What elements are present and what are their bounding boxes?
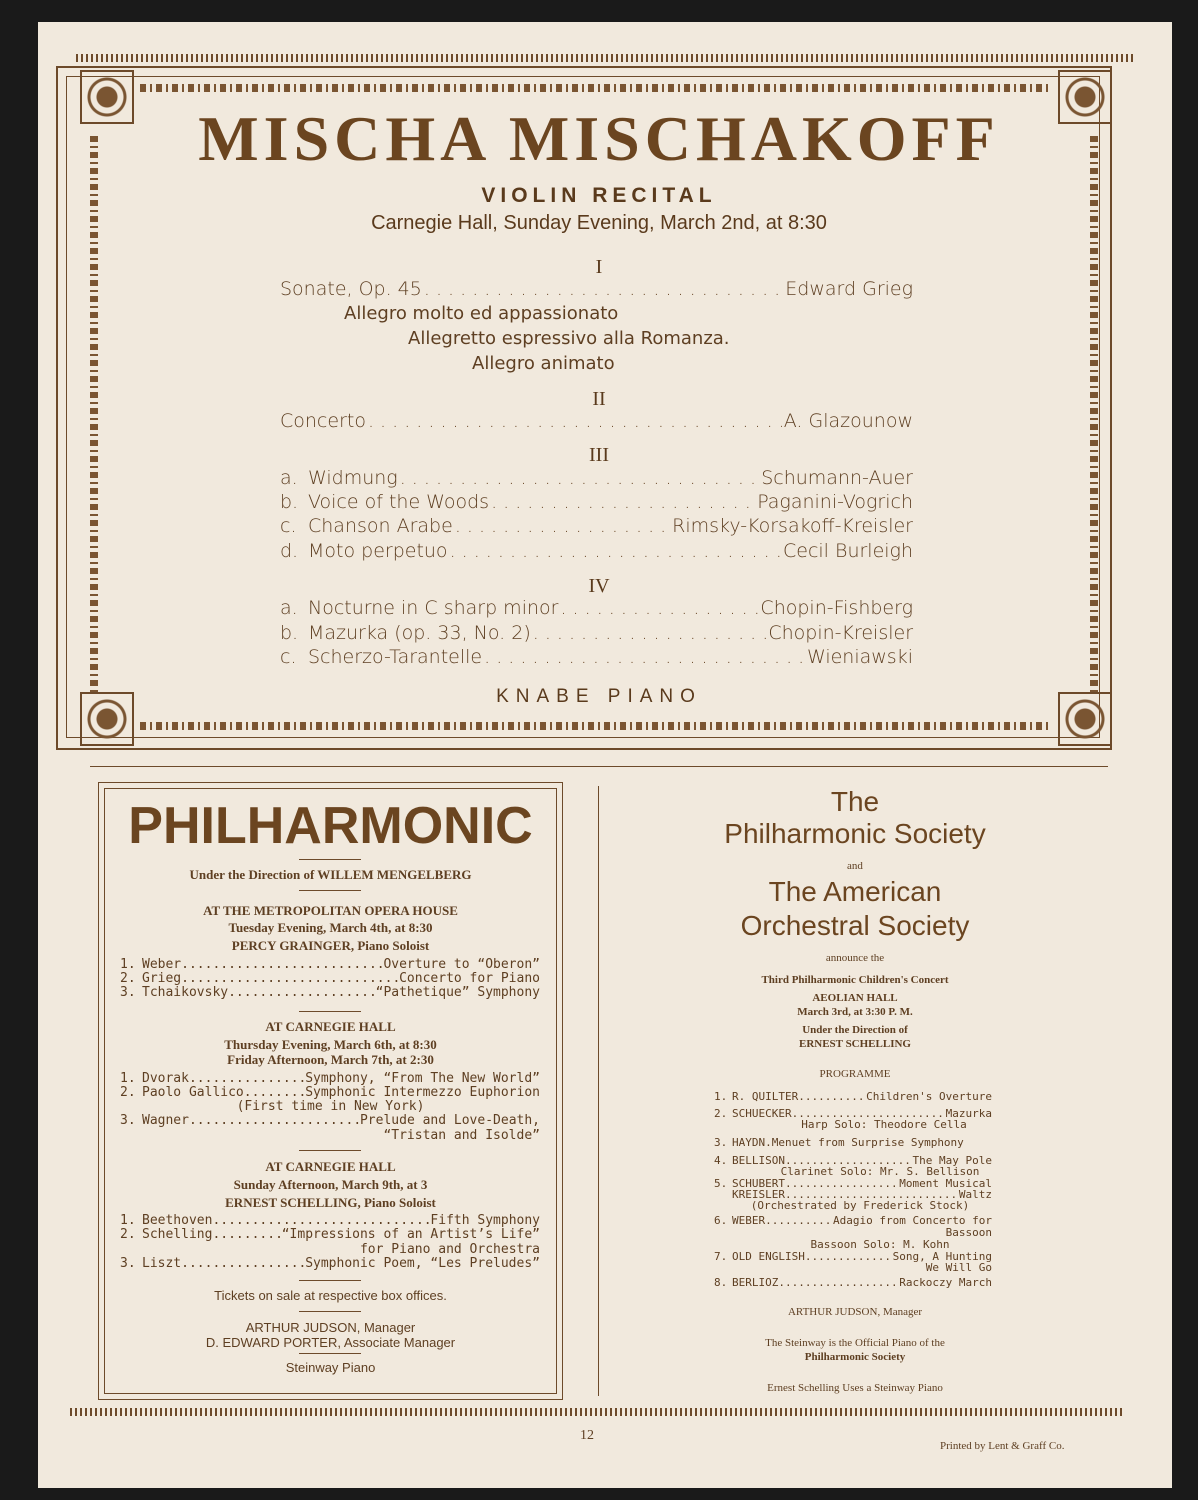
- item-number: 1.: [120, 1213, 136, 1228]
- leader-dots: [181, 1256, 305, 1271]
- program-item: [280, 515, 913, 537]
- item-composer: OLD ENGLISH: [732, 1250, 805, 1263]
- item-number: 2.: [714, 1107, 728, 1120]
- item-number: 3.: [120, 1113, 136, 1128]
- item-letter: a.: [280, 467, 298, 489]
- concert-venue: AT CARNEGIE HALL: [265, 1019, 396, 1034]
- item-note: Harp Solo: Theodore Cella: [801, 1118, 967, 1131]
- item-letter: d.: [280, 540, 299, 562]
- program-item: [280, 597, 913, 619]
- part-numeral: IV: [588, 575, 610, 597]
- item-number: 2.: [120, 1085, 136, 1100]
- item-note: (First time in New York): [236, 1099, 425, 1114]
- programme-heading: PROGRAMME: [819, 1068, 891, 1080]
- item-number: 2.: [120, 971, 136, 986]
- item-continuation: We Will Go: [925, 1261, 992, 1274]
- item-note: Bassoon Solo: M. Kohn: [810, 1238, 950, 1251]
- item-number: 3.: [120, 985, 136, 1000]
- item-composer: Schelling: [142, 1227, 213, 1242]
- society-heading: The American: [768, 876, 942, 907]
- short-rule: [299, 1311, 361, 1312]
- leader-dots: [484, 646, 805, 668]
- item-number: [714, 1188, 732, 1201]
- concert-date: Friday Afternoon, March 7th, at 2:30: [227, 1052, 434, 1067]
- item-work: The May Pole: [912, 1154, 992, 1167]
- programme-item: [714, 1136, 992, 1149]
- program-work: Sonate, Op. 45: [280, 278, 422, 300]
- item-composer: Wagner: [142, 1113, 189, 1128]
- programme-item: [714, 1276, 992, 1289]
- concert-hall: AEOLIAN HALL: [812, 992, 898, 1004]
- program-composer: Schumann-Auer: [761, 467, 913, 489]
- concert-name: Third Philharmonic Children's Concert: [761, 974, 949, 986]
- program-work: Mazurka (op. 33, No. 2): [308, 622, 531, 644]
- recital-subtitle: VIOLIN RECITAL: [481, 184, 717, 207]
- program-work: Voice of the Woods: [308, 491, 490, 513]
- section-divider: [90, 766, 1108, 767]
- leader-dots: [189, 1113, 360, 1128]
- concert-date: Sunday Afternoon, March 9th, at 3: [233, 1177, 428, 1192]
- society-and: and: [847, 860, 863, 872]
- item-number: 1.: [714, 1090, 728, 1103]
- steinway-note: The Steinway is the Official Piano of the: [765, 1337, 945, 1349]
- item-work: Fifth Symphony: [430, 1213, 540, 1228]
- leader-dots: [212, 1213, 430, 1228]
- item-work: Waltz: [958, 1188, 992, 1201]
- item-number: 4.: [714, 1154, 728, 1167]
- item-letter: a.: [280, 597, 298, 619]
- program-work: Scherzo-Tarantelle: [308, 646, 483, 668]
- printer-credit: Printed by Lent & Graff Co.: [940, 1440, 1065, 1452]
- page-number: 12: [580, 1428, 594, 1443]
- concert-date: March 3rd, at 3:30 P. M.: [797, 1006, 913, 1018]
- recital-title: MISCHA MISCHAKOFF: [198, 103, 1000, 174]
- bottom-border-rule: [70, 1408, 1122, 1416]
- part-numeral: III: [589, 444, 609, 466]
- column-divider: [598, 786, 599, 1396]
- program-composer: A. Glazounow: [783, 410, 913, 432]
- short-rule: [299, 1011, 361, 1012]
- item-work: Symphonic Intermezzo Euphorion: [305, 1085, 540, 1100]
- item-continuation: “Tristan and Isolde”: [383, 1128, 540, 1143]
- program-item: [280, 278, 913, 300]
- leader-dots: [798, 1090, 866, 1103]
- item-work: Moment Musical: [899, 1177, 992, 1190]
- concert-item: [120, 1071, 540, 1086]
- program-work: Moto perpetuo: [308, 540, 448, 562]
- item-composer: BERLIOZ: [732, 1276, 779, 1289]
- item-work: Rackoczy March: [899, 1276, 992, 1289]
- associate-manager: D. EDWARD PORTER, Associate Manager: [205, 1335, 456, 1350]
- society-heading: Philharmonic Society: [724, 818, 986, 849]
- part-numeral: I: [595, 256, 603, 278]
- movement: Allegretto espressivo alla Romanza.: [408, 328, 730, 349]
- concert-item: [120, 1085, 540, 1100]
- leader-dots: [181, 957, 383, 972]
- schelling-note: Ernest Schelling Uses a Steinway Piano: [767, 1382, 943, 1394]
- item-note: (Orchestrated by Frederick Stock): [750, 1199, 970, 1212]
- leader-dots: [560, 597, 758, 619]
- short-rule: [299, 1353, 361, 1354]
- item-letter: c.: [280, 646, 297, 668]
- philharmonic-direction: Under the Direction of WILLEM MENGELBERG: [189, 867, 472, 882]
- society-heading: Orchestral Society: [740, 910, 970, 941]
- item-work: Menuet from Surprise Symphony: [771, 1136, 964, 1149]
- item-work: Adagio from Concerto for: [833, 1214, 992, 1227]
- leader-dots: [212, 1227, 281, 1242]
- item-number: 3.: [120, 1256, 136, 1271]
- short-rule: [299, 1280, 361, 1281]
- item-number: 8.: [714, 1276, 728, 1289]
- conductor: ERNEST SCHELLING: [799, 1038, 911, 1050]
- item-letter: b.: [280, 622, 299, 644]
- program-item: [280, 646, 913, 668]
- concert-venue: AT THE METROPOLITAN OPERA HOUSE: [203, 903, 458, 918]
- program-item: [280, 622, 913, 644]
- philharmonic-title: PHILHARMONIC: [128, 797, 533, 855]
- part-numeral: II: [592, 388, 606, 410]
- manager: ARTHUR JUDSON, Manager: [245, 1320, 416, 1335]
- item-composer: Grieg: [142, 971, 182, 986]
- movement: Allegro molto ed appassionato: [344, 303, 619, 324]
- program-work: Concerto: [280, 410, 366, 432]
- concert-item: [120, 1113, 540, 1128]
- concert-venue: AT CARNEGIE HALL: [265, 1159, 396, 1174]
- concert-soloist: PERCY GRAINGER, Piano Soloist: [231, 938, 430, 953]
- concert-item: [120, 1256, 540, 1271]
- program-composer: Rimsky-Korsakoff-Kreisler: [672, 515, 913, 537]
- concert-item: [120, 1213, 540, 1228]
- society-heading: The: [830, 786, 880, 817]
- item-continuation: Bassoon: [945, 1226, 992, 1239]
- item-composer: SCHUECKER: [732, 1107, 792, 1120]
- leader-dots: [533, 622, 767, 644]
- item-continuation: for Piano and Orchestra: [359, 1242, 540, 1257]
- program-item: [280, 467, 913, 489]
- manager: ARTHUR JUDSON, Manager: [787, 1306, 923, 1318]
- program-composer: Cecil Burleigh: [783, 540, 913, 562]
- tickets-note: Tickets on sale at respective box offices.: [214, 1288, 447, 1303]
- concert-item: [120, 1227, 540, 1242]
- item-work: Prelude and Love-Death,: [359, 1113, 540, 1128]
- item-work: Symphonic Poem, “Les Preludes”: [305, 1256, 540, 1271]
- recital-piano: KNABE PIANO: [496, 686, 702, 707]
- item-number: 7.: [714, 1250, 728, 1263]
- vine-border-bottom: [140, 722, 1048, 730]
- item-letter: b.: [280, 491, 299, 513]
- leader-dots: [400, 467, 759, 489]
- society-announce: announce the: [825, 952, 885, 964]
- leader-dots: [244, 1085, 305, 1100]
- item-composer: BELLISON: [732, 1154, 785, 1167]
- concert-item: [120, 985, 540, 1000]
- program-work: Chanson Arabe: [308, 515, 453, 537]
- item-composer: Beethoven: [142, 1213, 213, 1228]
- concert-soloist: ERNEST SCHELLING, Piano Soloist: [225, 1195, 436, 1210]
- item-number: 1.: [120, 1071, 136, 1086]
- item-number: 3.: [714, 1136, 728, 1149]
- item-composer: KREISLER: [732, 1188, 785, 1201]
- item-number: 1.: [120, 957, 136, 972]
- program-composer: Paganini-Vogrich: [757, 491, 913, 513]
- programme-item: [714, 1090, 992, 1103]
- program-composer: Chopin-Kreisler: [768, 622, 913, 644]
- recital-venue: Carnegie Hall, Sunday Evening, March 2nd, at 8:30: [371, 212, 827, 234]
- item-composer: Paolo Gallico: [142, 1085, 244, 1100]
- leader-dots: [189, 1071, 305, 1086]
- program-composer: Edward Grieg: [785, 278, 913, 300]
- item-composer: Weber: [142, 957, 182, 972]
- program-item: [280, 410, 913, 432]
- item-composer: Tchaikovsky: [142, 985, 229, 1000]
- item-composer: Dvorak: [142, 1071, 189, 1086]
- item-composer: R. QUILTER: [732, 1090, 799, 1103]
- concert-date: Tuesday Evening, March 4th, at 8:30: [228, 920, 433, 935]
- concert-item: [120, 957, 540, 972]
- short-rule: [299, 890, 361, 891]
- program-item: [280, 491, 913, 513]
- top-border-rule: [76, 54, 1134, 62]
- item-number: 6.: [714, 1214, 728, 1227]
- leader-dots: [228, 985, 376, 1000]
- item-work: Mazurka: [945, 1107, 992, 1120]
- program-composer: Wieniawski: [806, 646, 913, 668]
- direction-label: Under the Direction of: [802, 1024, 908, 1036]
- item-work: Symphony, “From The New World”: [305, 1071, 540, 1086]
- item-work: Overture to “Oberon”: [383, 957, 540, 972]
- item-composer: HAYDN.: [732, 1136, 772, 1149]
- item-note: Clarinet Solo: Mr. S. Bellison: [780, 1165, 980, 1178]
- item-work: Song, A Hunting: [892, 1250, 992, 1263]
- leader-dots: [491, 491, 755, 513]
- item-composer: WEBER: [732, 1214, 766, 1227]
- leader-dots: [455, 515, 670, 537]
- program-composer: Chopin-Fishberg: [760, 597, 913, 619]
- program-work: Widmung: [308, 467, 398, 489]
- piano-note: Steinway Piano: [285, 1360, 376, 1375]
- leader-dots: [181, 971, 399, 986]
- item-work: “Pathetique” Symphony: [375, 985, 540, 1000]
- leader-dots: [368, 410, 782, 432]
- leader-dots: [424, 278, 783, 300]
- item-number: 5.: [714, 1177, 728, 1190]
- movement: Allegro animato: [472, 353, 615, 374]
- item-composer: Liszt: [142, 1256, 182, 1271]
- program-item: [280, 540, 913, 562]
- concert-item: [120, 971, 540, 986]
- short-rule: [299, 1150, 361, 1151]
- program-work: Nocturne in C sharp minor: [308, 597, 559, 619]
- item-work: Children's Overture: [866, 1090, 992, 1103]
- leader-dots: [450, 540, 781, 562]
- leader-dots: [778, 1276, 899, 1289]
- item-work: “Impressions of an Artist’s Life”: [281, 1227, 540, 1242]
- short-rule: [299, 859, 361, 860]
- item-work: Concerto for Piano: [399, 971, 540, 986]
- steinway-note: Philharmonic Society: [804, 1351, 906, 1363]
- item-letter: c.: [280, 515, 297, 537]
- concert-date: Thursday Evening, March 6th, at 8:30: [224, 1037, 437, 1052]
- vine-border-top: [140, 84, 1048, 92]
- item-number: 2.: [120, 1227, 136, 1242]
- item-composer: SCHUBERT: [732, 1177, 785, 1190]
